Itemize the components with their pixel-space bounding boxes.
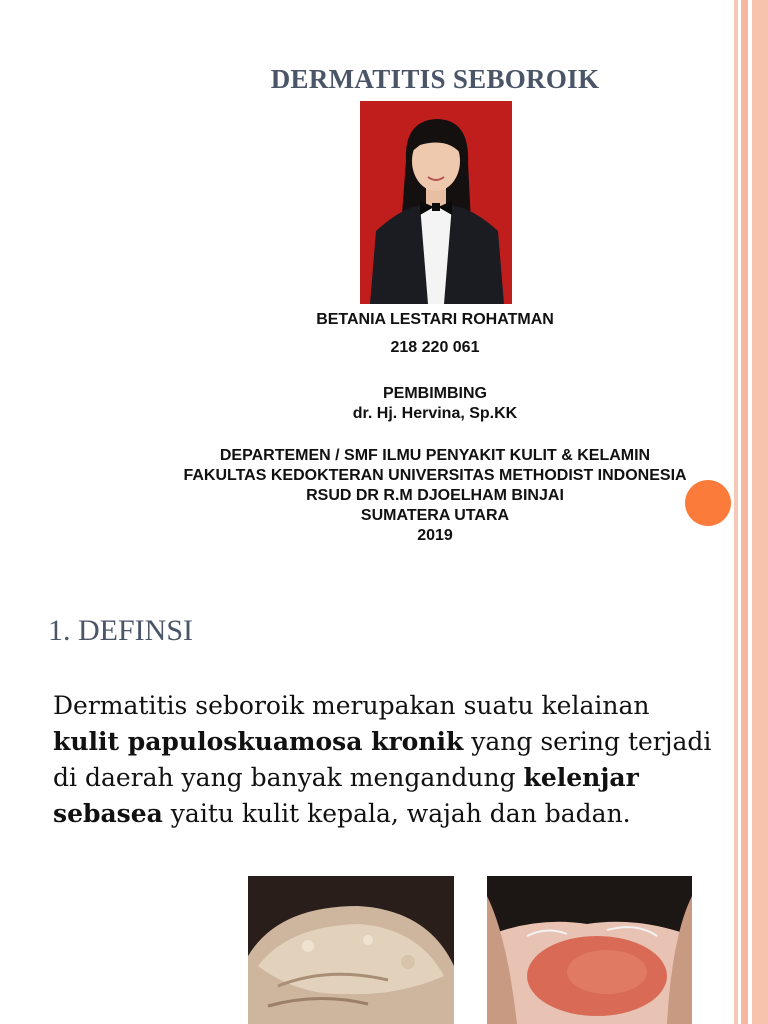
student-id: 218 220 061 [390,339,480,356]
supervisor-block [150,384,720,424]
slide-title: DERMATITIS SEBOROIK [270,64,600,94]
hospital-line: RSUD DR R.M DJOELHAM BINJAI [306,487,564,504]
decor-stripe-mid [741,0,748,1024]
clinical-photo-scalp-1 [248,876,454,1024]
student-name: BETANIA LESTARI ROHATMAN [316,311,554,328]
department-line: DEPARTEMEN / SMF ILMU PENYAKIT KULIT & KELAMIN [219,447,651,464]
decor-stripe-thin [734,0,738,1024]
supervisor-name: dr. Hj. Hervina, Sp.KK [352,405,518,422]
clinical-photo-scalp-2 [487,876,692,1024]
para-text-1: Dermatitis seboroik merupakan suatu kelainan [53,691,650,720]
para-bold-2: kelenjar sebasea [53,763,639,828]
province-line: SUMATERA UTARA [360,507,510,524]
faculty-line: FAKULTAS KEDOKTERAN UNIVERSITAS METHODIST INDONESIA [183,467,687,484]
definition-paragraph [53,688,713,832]
supervisor-label: PEMBIMBING [383,385,487,402]
para-text-3: yaitu kulit kepala, wajah dan badan. [162,799,631,828]
para-bold-1: kulit papuloskuamosa kronik [53,727,464,756]
section-title: 1. DEFINSI [48,614,194,647]
year-line: 2019 [417,527,453,544]
accent-dot [685,480,731,526]
student-photo [360,101,512,304]
para-text-2: yang sering terjadi di daerah yang banyak mengandung [53,727,712,792]
department-block [150,446,720,546]
decor-stripe-wide [752,0,768,1024]
